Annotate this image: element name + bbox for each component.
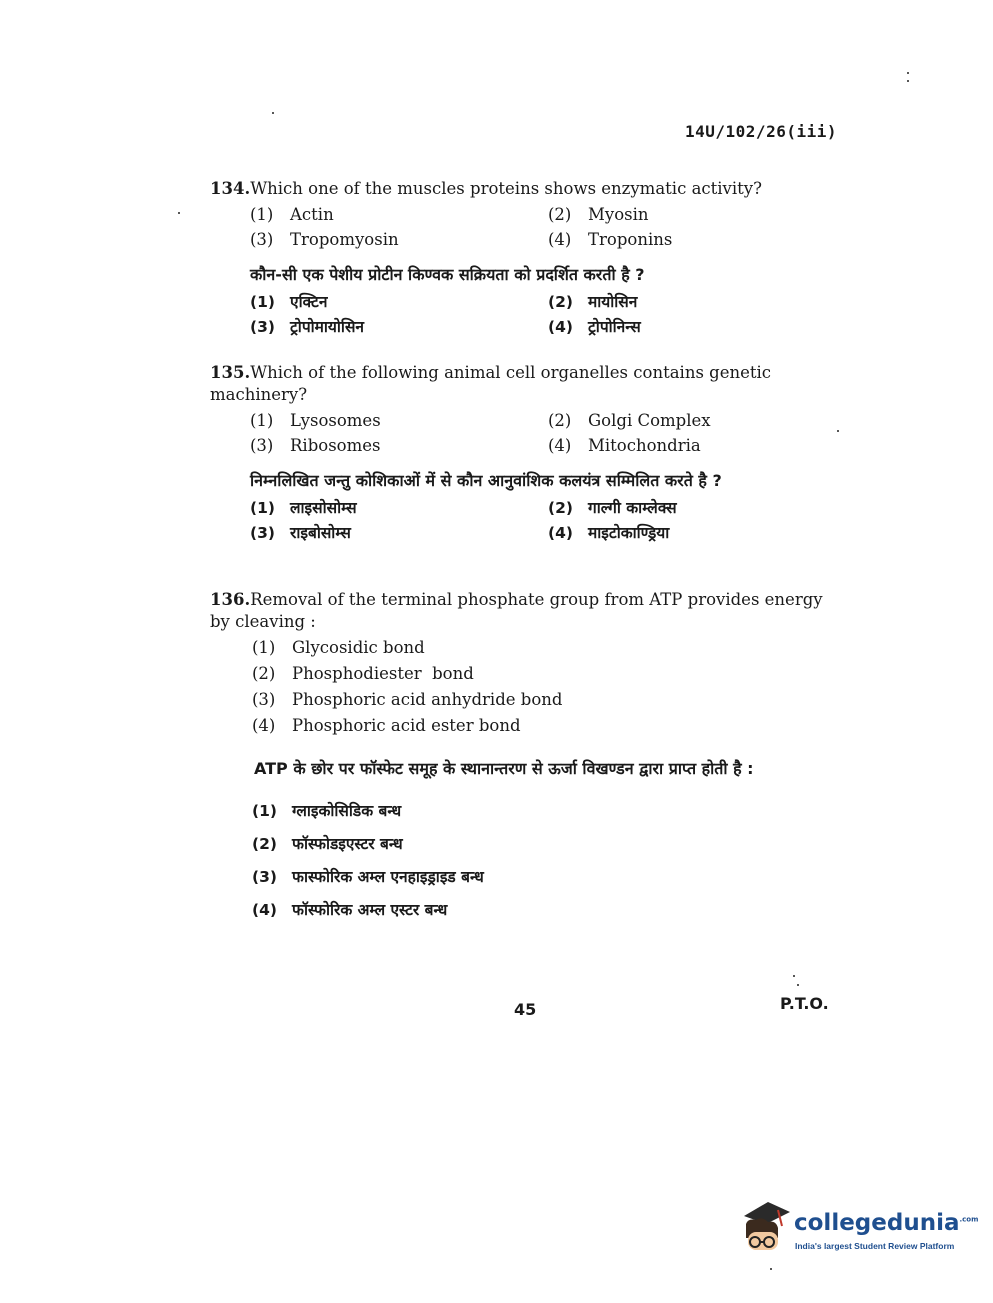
logo-tagline: India's largest Student Review Platform [795,1241,955,1251]
mascot-icon [738,1198,794,1260]
scan-speck [837,430,839,432]
option [252,687,838,713]
option-label: Phosphoric acid ester bond [292,716,521,735]
option-number: (3) [250,524,275,542]
option-label: Troponins [588,230,673,249]
option-number: (4) [548,318,573,336]
options-en [250,204,838,251]
option-number: (2) [252,835,277,853]
options-hi [250,291,838,338]
option-number: (2) [548,205,572,224]
option [548,410,838,432]
option-label: Glycosidic bond [292,638,425,657]
question-body: Removal of the terminal phosphate group from ATP provides energy by cleaving : [210,590,823,631]
question-text [210,589,838,633]
option [252,795,838,828]
option [250,316,548,338]
option-number: (3) [252,690,276,709]
option-number: (4) [252,716,276,735]
option [250,497,548,519]
question-text [210,178,838,200]
question-135 [210,362,838,544]
collegedunia-logo [738,1198,979,1270]
scan-speck [907,72,909,74]
option [548,291,838,313]
option-number: (1) [250,293,275,311]
scan-speck [797,984,799,986]
option-number: (4) [252,901,277,919]
option-label: Golgi Complex [588,411,711,430]
option [250,522,548,544]
option-label: Phosphodiester bond [292,664,474,683]
options-hi [250,497,838,544]
option-label: Phosphoric acid anhydride bond [292,690,563,709]
option [548,522,838,544]
option-label: गाल्गी काम्लेक्स [588,499,677,517]
option-label: Ribosomes [290,436,381,455]
option-label: माइटोकाण्ड्रिया [588,524,670,542]
scan-speck [907,80,909,82]
question-number: 134. [210,179,251,198]
option-label: Actin [290,205,334,224]
option-number: (4) [548,230,572,249]
option-label: ट्रोपोमायोसिन [290,318,365,336]
page-code: 14U/102/26(iii) [685,122,837,141]
option [250,204,548,226]
options-en [252,635,838,739]
option-number: (3) [252,868,277,886]
option-label: एक्टिन [290,293,328,311]
option [252,713,838,739]
question-body: Which of the following animal cell organelles contains genetic machinery? [210,363,772,404]
option [250,229,548,251]
option-number: (2) [548,499,573,517]
option-label: ग्लाइकोसिडिक बन्ध [292,802,402,820]
option [548,229,838,251]
option [252,861,838,894]
question-text [210,362,838,406]
option-label: मायोसिन [588,293,638,311]
question-body: Which one of the muscles proteins shows enzymatic activity? [250,179,762,198]
option-label: ट्रोपोनिन्स [588,318,641,336]
option-label: फॉस्फोडइएस्टर बन्ध [292,835,403,853]
question-text-hindi: निम्नलिखित जन्तु कोशिकाओं में से कौन आनुवांशिक कलयंत्र सम्मिलित करते है ? [250,471,722,490]
option [252,894,838,927]
logo-name-text: collegedunia [794,1210,960,1236]
page-number: 45 [514,1000,537,1019]
option-label: Mitochondria [588,436,701,455]
option-label: लाइसोसोम्स [290,499,357,517]
option-number: (2) [252,664,276,683]
scan-speck [178,212,180,214]
option [250,435,548,457]
scan-speck [793,975,795,977]
option [252,635,838,661]
option-number: (1) [250,205,274,224]
question-136 [210,589,838,927]
option-number: (1) [250,411,274,430]
question-text-hindi: कौन-सी एक पेशीय प्रोटीन किण्वक सक्रियता को प्रदर्शित करती है ? [250,265,645,284]
logo-domain: .com [959,1215,979,1224]
question-134 [210,178,838,338]
option [252,661,838,687]
logo-wordmark [794,1210,978,1236]
option [252,828,838,861]
option-number: (3) [250,230,274,249]
option-number: (1) [250,499,275,517]
option-label: Myosin [588,205,649,224]
pto-label: P.T.O. [780,994,829,1013]
option [548,435,838,457]
option-label: फास्फोरिक अम्ल एनहाइड्राइड बन्ध [292,868,484,886]
option-label: राइबोसोम्स [290,524,351,542]
option-number: (1) [252,802,277,820]
option [548,316,838,338]
option-label: फॉस्फोरिक अम्ल एस्टर बन्ध [292,901,448,919]
option [548,497,838,519]
option-number: (3) [250,318,275,336]
options-hi [252,795,838,927]
option [548,204,838,226]
question-number: 136. [210,590,251,609]
option-number: (3) [250,436,274,455]
option-number: (2) [548,411,572,430]
option [250,291,548,313]
option [250,410,548,432]
option-number: (4) [548,524,573,542]
option-label: Tropomyosin [290,230,399,249]
option-number: (4) [548,436,572,455]
option-number: (2) [548,293,573,311]
option-number: (1) [252,638,276,657]
scan-speck [272,112,274,114]
question-text-hindi: ATP के छोर पर फॉस्फेट समूह के स्थानान्तरण से ऊर्जा विखण्डन द्वारा प्राप्त होती है : [254,759,754,778]
option-label: Lysosomes [290,411,381,430]
question-number: 135. [210,363,251,382]
options-en [250,410,838,457]
